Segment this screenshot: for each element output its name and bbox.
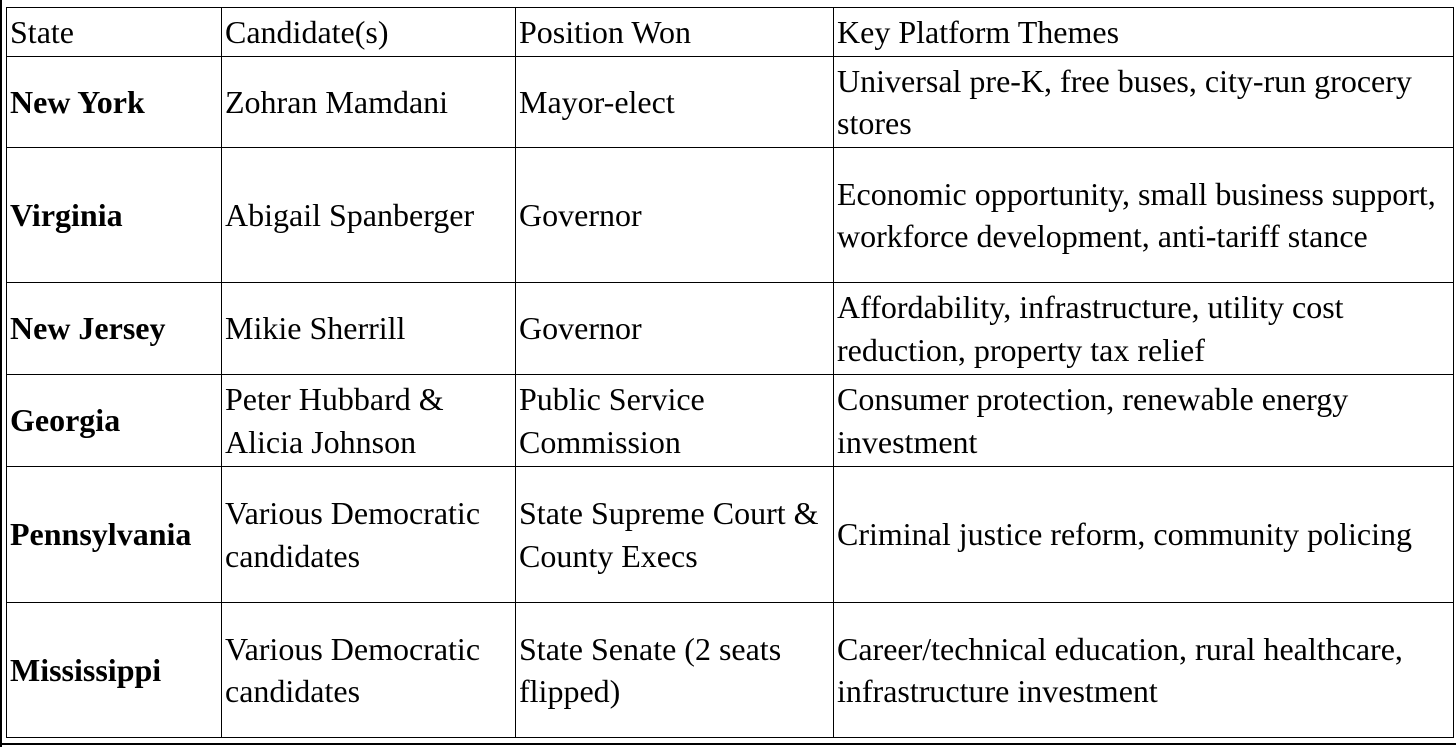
table-row [7,57,1454,148]
themes-cell: Criminal justice reform, community policing [834,467,1454,603]
header-themes: Key Platform Themes [834,8,1454,57]
table-row [7,375,1454,467]
position-cell: Mayor-elect [516,57,834,148]
position-cell: State Senate (2 seats flipped) [516,603,834,738]
themes-cell: Consumer protection, renewable energy investment [834,375,1454,467]
table-body [7,57,1454,738]
header-row [7,8,1454,57]
state-cell: New Jersey [7,283,222,375]
header-candidates: Candidate(s) [222,8,516,57]
page-left-edge [0,0,2,747]
table-row [7,603,1454,738]
candidates-cell: Mikie Sherrill [222,283,516,375]
themes-cell: Universal pre-K, free buses, city-run grocery stores [834,57,1454,148]
position-cell: State Supreme Court & County Execs [516,467,834,603]
position-cell: Public Service Commission [516,375,834,467]
state-cell: Mississippi [7,603,222,738]
election-results-table [6,7,1454,738]
header-state: State [7,8,222,57]
page-bottom-rule [0,743,1456,745]
candidates-cell: Zohran Mamdani [222,57,516,148]
table-row [7,148,1454,283]
state-cell: New York [7,57,222,148]
state-cell: Georgia [7,375,222,467]
table-row [7,283,1454,375]
position-cell: Governor [516,148,834,283]
state-cell: Virginia [7,148,222,283]
header-position: Position Won [516,8,834,57]
candidates-cell: Various Democratic candidates [222,467,516,603]
position-cell: Governor [516,283,834,375]
table-row [7,467,1454,603]
themes-cell: Affordability, infrastructure, utility cost reduction, property tax relief [834,283,1454,375]
candidates-cell: Abigail Spanberger [222,148,516,283]
themes-cell: Economic opportunity, small business support, workforce development, anti-tariff stance [834,148,1454,283]
themes-cell: Career/technical education, rural healthcare, infrastructure investment [834,603,1454,738]
table-header [7,8,1454,57]
candidates-cell: Peter Hubbard & Alicia Johnson [222,375,516,467]
candidates-cell: Various Democratic candidates [222,603,516,738]
state-cell: Pennsylvania [7,467,222,603]
